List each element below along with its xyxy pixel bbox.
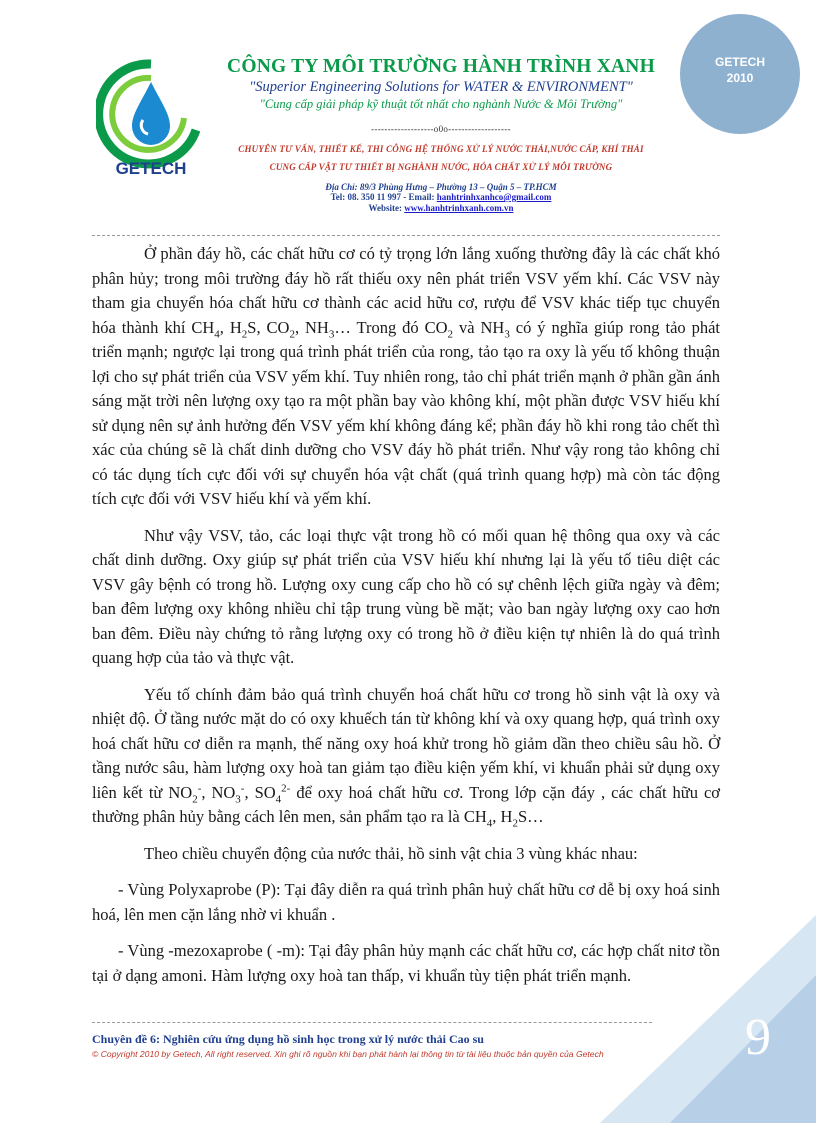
badge-line-1: GETECH: [714, 55, 765, 69]
tagline-english: "Superior Engineering Solutions for WATER & ENVIRONMENT": [249, 79, 633, 95]
company-name: CÔNG TY MÔI TRƯỜNG HÀNH TRÌNH XANH: [227, 56, 655, 77]
header-separator: -------------------o0o-------------------: [371, 124, 511, 134]
header-divider: [92, 235, 720, 236]
company-address: Địa Chỉ: 89/3 Phùng Hưng – Phường 13 – Quận 5 – TP.HCM: [325, 182, 557, 192]
services-line-1: CHUYÊN TƯ VẤN, THIẾT KẾ, THI CÔNG HỆ THỐNG XỬ LÝ NƯỚC THẢI,NƯỚC CẤP, KHÍ THẢI: [238, 144, 644, 154]
page-number: 9: [745, 1009, 771, 1066]
tagline-vietnamese: "Cung cấp giải pháp kỹ thuật tốt nhất cho nghành Nước & Môi Trường": [259, 97, 623, 111]
badge-line-2: 2010: [726, 71, 754, 85]
website-link[interactable]: www.hanhtrinhxanh.com.vn: [404, 203, 514, 213]
paragraph-2: Như vậy VSV, tảo, các loại thực vật trong hồ có mối quan hệ thông qua oxy và các chất dinh dưỡng. Oxy giúp sự phát triển của VSV hiếu khí nhưng lại là yếu tố tiêu diệt các VSV gây bệnh có trong hồ. Lượng oxy cung cấp cho hồ có sự chênh lệch giữa ngày và đêm; ban đêm lượng oxy không nhiều chỉ tập trung vùng bề mặt; vào ban ngày lượng oxy cao hơn ban đêm. Điều này chứng tỏ rằng lượng oxy có trong hồ ở điều kiện tự nhiên là do quá trình quang hợp của tảo và thực vật.: [92, 525, 720, 667]
list-item-mezoxaprobe: - Vùng -mezoxaprobe ( -m): Tại đây phân hủy mạnh các chất hữu cơ, các hợp chất nitơ tồn tại ở dạng amoni. Hàm lượng oxy hoà tan thấp, vi khuẩn tùy tiện phát triển mạnh.: [92, 941, 720, 985]
website-line: [216, 203, 666, 214]
email-link[interactable]: hanhtrinhxanhco@gmail.com: [436, 192, 552, 202]
services-line-2: CUNG CẤP VẬT TƯ THIẾT BỊ NGHÀNH NƯỚC, HÓA CHẤT XỬ LÝ MÔI TRƯỜNG: [269, 162, 613, 172]
footer-title: Chuyên đề 6: Nghiên cứu ứng dụng hồ sinh học trong xử lý nước thải Cao su: [92, 1032, 484, 1046]
document-body: [92, 242, 720, 988]
telephone: Tel: 08. 350 11 997 - Email:: [330, 192, 437, 202]
footer-divider: [92, 1022, 652, 1023]
getech-logo: [96, 58, 206, 180]
letterhead: [216, 56, 666, 214]
logo-text: GETECH: [115, 159, 187, 178]
footer-copyright: © Copyright 2010 by Getech, All right reserved. Xin ghi rõ nguồn khi bạn phát hành lại thông tin từ tài liệu thuộc bản quyền của Getech: [92, 1049, 604, 1059]
getech-year-badge: [680, 14, 800, 134]
paragraph-1: Ở phần đáy hồ, các chất hữu cơ có tỷ trọng lớn lắng xuống thường đây là các chất khó phân hủy; trong môi trường đáy hồ rất thiếu oxy nên phát triển VSV yếm khí. Các VSV này tham gia chuyển hóa chất hữu cơ thành các acid hữu cơ, rượu để VSV khác tiếp tục chuyển hóa thành khí $CH_4$, $H_2S$, $CO_2$, $NH_3\dots$ Trong đó $CO_2$ và $NH_3$ có ý nghĩa giúp rong tảo phát triển mạnh; ngược lại trong quá trình phát triển của rong, tảo tạo ra oxy là yếu tố không thuận lợi cho sự phát triển của VSV yếm khí. Tuy nhiên rong, tảo chỉ phát triển mạnh ở phần gần ánh sáng mặt trời nên lượng oxy tạo ra một phần bay vào không khí, một phần được VSV hiếu khí sử dụng nên sự ảnh hưởng đến VSV yếm khí không đáng kể; phần đáy hồ khi rong tảo chết thì xác của chúng sẽ là chất dinh dưỡng cho VSV đáy hồ phát triển. Như vậy rong tảo không chỉ có tác dụng tích cực đối với sự chuyển hóa vật chất (quá trình quang hợp) mà còn tác động tích cực đối với VSV hiếu khí và yếm khí.: [92, 244, 720, 508]
list-item-polyxaprobe: - Vùng Polyxaprobe (P): Tại đây diễn ra quá trình phân huỷ chất hữu cơ dễ bị oxy hoá sinh hoá, lên men cặn lắng nhờ vi khuẩn .: [92, 880, 720, 924]
paragraph-4: Theo chiều chuyển động của nước thải, hồ sinh vật chia 3 vùng khác nhau:: [144, 843, 638, 863]
paragraph-3: Yếu tố chính đảm bảo quá trình chuyển hoá chất hữu cơ trong hồ sinh vật là oxy và nhiệt độ. Ở tầng nước mặt do có oxy khuếch tán từ không khí và oxy quang hợp, quá trình oxy hoá chất hữu cơ diễn ra mạnh, thế năng oxy hoá khử trong hồ giảm dần theo chiều sâu hồ. Ở tầng nước sâu, hàm lượng oxy hoà tan giảm tạo điều kiện yếm khí, vi khuẩn phải sử dụng oxy liên kết từ $NO_2^-$, $NO_3^-$, $SO_4^{2-}$ để oxy hoá chất hữu cơ. Trong lớp cặn đáy , các chất hữu cơ thường phân hủy bằng cách lên men, sản phẩm tạo ra là $CH_4$, $H_2S\dots$: [92, 684, 720, 830]
website-label: Website:: [368, 203, 405, 213]
contact-line: [216, 192, 666, 203]
